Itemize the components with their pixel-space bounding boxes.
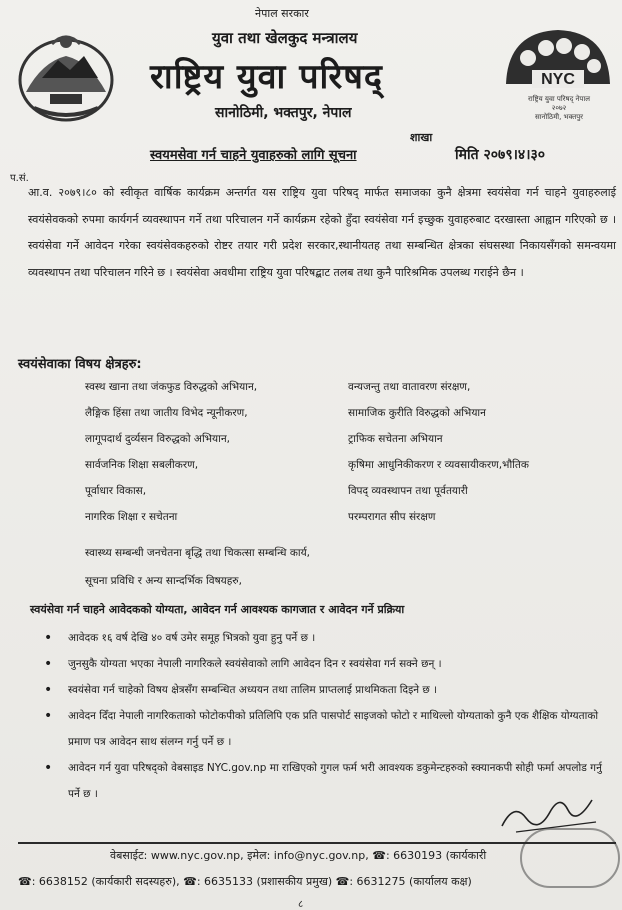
council-name: राष्ट्रिय युवा परिषद् [150, 57, 383, 97]
nyc-caption-year: २०७२ [551, 104, 567, 112]
bullet-icon: • [44, 760, 53, 776]
bullet-icon: • [44, 656, 53, 672]
council-address: सानोठिमी, भक्तपुर, नेपाल [215, 105, 352, 121]
nyc-caption-place: सानोठिमी, भक्तपुर [534, 113, 584, 121]
ministry-name: युवा तथा खेलकुद मन्त्रालय [212, 29, 358, 47]
government-name: नेपाल सरकार [255, 7, 309, 20]
footer-contact-line2: ☎: 6638152 (कार्यकारी सदस्यहरु), ☎: 6635133 (प्रशासकीय प्रमुख) ☎: 6631275 (कार्यालय कक्ष) [18, 875, 472, 888]
area-item: लैङ्गिक हिंसा तथा जातीय विभेद न्यूनीकरण, [85, 407, 248, 419]
notice-date [455, 145, 545, 164]
areas-right-list [348, 374, 613, 530]
bullet-icon: • [44, 630, 53, 646]
footer-contact-line1: वेबसाईट: www.nyc.gov.np, इमेल: info@nyc.gov.np, ☎: 6630193 (कार्यकारी [110, 849, 487, 862]
date-value: २०७९।४।३० [483, 147, 546, 163]
area-item: लागूपदार्थ दुर्व्यसन विरुद्धको अभियान, [85, 433, 231, 445]
notice-title [150, 145, 357, 163]
notice-body: आ.व. २०७९।८० को स्वीकृत वार्षिक कार्यक्रम अन्तर्गत यस राष्ट्रिय युवा परिषद् मार्फत समाजका कुनै क्षेत्रमा स्वयंसेवा गर्न चाहने युवाहरुलाई स्वयंसेवकको रुपमा कार्यगर्न व्यवस्थापन गर्ने तथा परिचालन गर्ने कार्यक्रम रहेको हुँदा स्वयंसेवा गर्न इच्छुक युवाहरुबाट दरखास्ता आह्वान गरिएको छ । स्वयंसेवा गर्ने आवेदन गरेका स्वयंसेवकहरुको रोष्टर तयार गरी प्रदेश सरकार,स्थानीयतह तथा सम्बन्धित क्षेत्रका संघसस्था निकायसँगको समन्वयमा व्यवस्थापन तथा परिचालन गरिने छ । स्वयंसेवा अवधीमा राष्ट्रिय युवा परिषद्बाट तलब तथा कुनै पारिश्रमिक उपलब्ध गराईने छैन । [28, 186, 616, 279]
area-item: स्वस्थ खाना तथा जंकफुड विरुद्धको अभियान, [85, 381, 258, 393]
area-item: सामाजिक कुरीति विरुद्धको अभियान [348, 407, 486, 419]
qualification-item: • आवेदक १६ वर्ष देखि ४० वर्ष उमेर समूह भित्रको युवा हुनु पर्ने छ । [20, 625, 615, 651]
nepal-emblem-icon [12, 22, 120, 126]
area-item: कृषिमा आधुनिकीकरण र व्यवसायीकरण,भौतिक [348, 459, 529, 471]
qualification-item: • जुनसुकै योग्यता भएका नेपाली नागरिकले स्वयंसेवाको लागि आवेदन दिन र स्वयंसेवा गर्न सक्ने छन् । [20, 651, 615, 677]
area-item: सार्वजनिक शिक्षा सबलीकरण, [85, 459, 199, 471]
notice-title-text: स्वयमसेवा गर्न चाहने युवाहरुको लागि सूचना [150, 148, 357, 163]
qualification-list [20, 625, 615, 807]
office-stamp-icon [520, 828, 620, 888]
qualification-item: • स्वयंसेवा गर्न चाहेको विषय क्षेत्रसँग सम्बन्धित अध्ययन तथा तालिम प्राप्तलाई प्राथमिकता दिइने छ । [20, 677, 615, 703]
qualification-item: • आवेदन दिँदा नेपाली नागरिकताको फोटोकपीको प्रतिलिपि एक प्रति पासपोर्ट साइजको फोटो र माथिल्लो योग्यताको कुनै एक शैक्षिक योग्यताको प्रमाण पत्र आवेदन साथ संलग्न गर्नु पर्ने छ । [20, 703, 615, 755]
area-item: पूर्वाधार विकास, [85, 485, 147, 497]
bullet-icon: • [44, 708, 53, 724]
qualification-item: • आवेदन गर्न युवा परिषद्को वेबसाइड NYC.gov.np मा राखिएको गुगल फर्म भरी आवश्यक डकुमेन्टहरुको स्क्यानकपी सोही फर्मा अपलोड गर्नु पर्ने छ । [20, 755, 615, 807]
area-item: परम्परागत सीप संरक्षण [348, 511, 436, 523]
nyc-caption [500, 95, 618, 122]
footer-divider [18, 842, 616, 844]
area-item-it: सूचना प्रविधि र अन्य सान्दर्भिक विषयहरु, [85, 575, 242, 587]
date-label: मिति [455, 147, 479, 163]
areas-heading: स्वयंसेवाका विषय क्षेत्रहरु: [18, 357, 142, 372]
area-item: वन्यजन्तु तथा वातावरण संरक्षण, [348, 381, 471, 393]
area-item-health: स्वास्थ्य सम्बन्धी जनचेतना बृद्धि तथा चिकत्सा सम्बन्धि कार्य, [85, 547, 311, 559]
qualification-heading: स्वयंसेवा गर्न चाहने आवेदकको योग्यता, आवेदन गर्न आवश्यक कागजात र आवेदन गर्ने प्रक्रिया [30, 603, 405, 616]
nyc-caption-name: राष्ट्रिय युवा परिषद् नेपाल [528, 95, 590, 103]
branch-label: शाखा [410, 131, 433, 144]
area-item: नागरिक शिक्षा र सचेतना [85, 511, 178, 523]
bullet-icon: • [44, 682, 53, 698]
nyc-logo-text: NYC [541, 71, 575, 88]
areas-left-list [85, 374, 375, 530]
page-number: ८ [298, 899, 304, 910]
area-item: विपद् व्यवस्थापन तथा पूर्वतयारी [348, 485, 468, 497]
area-item: ट्राफिक सचेतना अभियान [348, 433, 443, 445]
reference-number: प.सं. [10, 173, 29, 184]
